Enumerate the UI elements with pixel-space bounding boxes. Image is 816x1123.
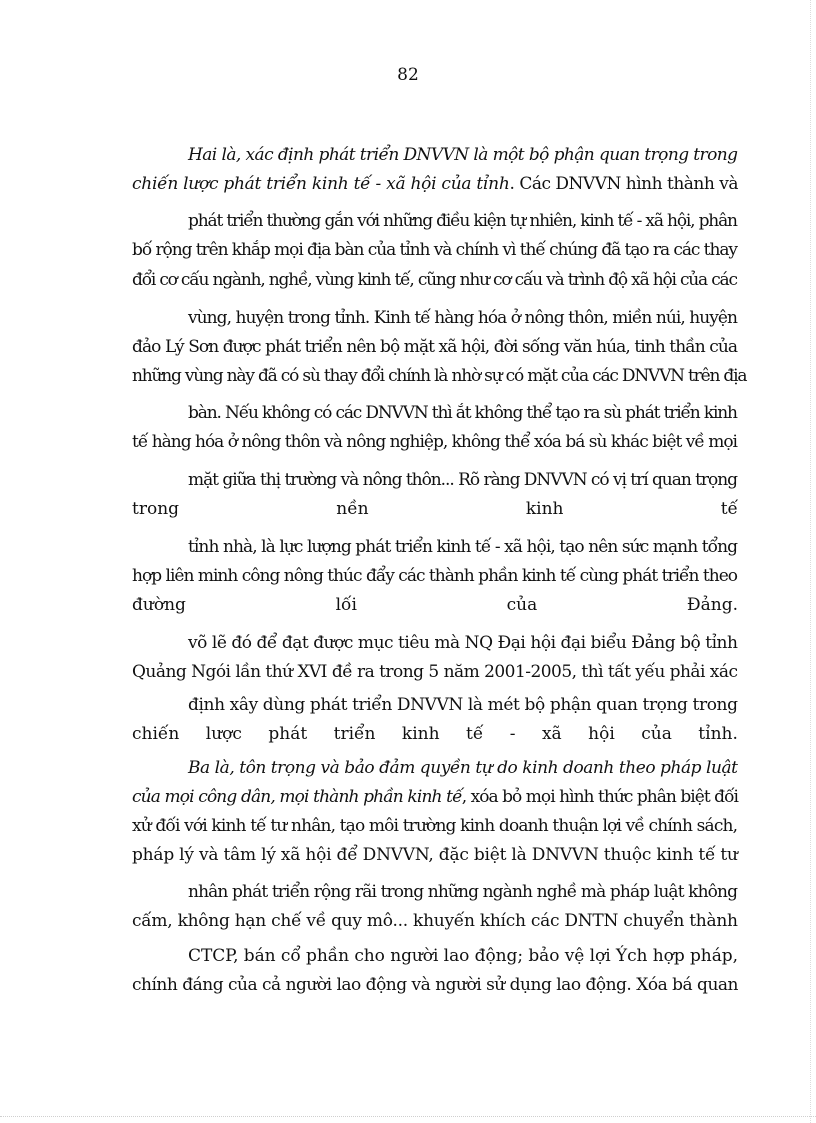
page-bottom-dotted-border (0, 1116, 816, 1118)
text-line (132, 364, 747, 388)
text-segment: xử đối với kinh tế tư nhân, tạo môi trường kinh doanh thuận lợi về chính sách, (132, 816, 738, 836)
word: nền (336, 499, 369, 519)
word: kinh (401, 724, 440, 744)
text-segment: định xây dùng phát triển DNVVN là mét bộ phận quan trọng trong (188, 695, 738, 715)
word: lược (205, 724, 242, 744)
text-segment: phát triển thường gắn với những điều kiện tự nhiên, kinh tế - xã hội, phân (188, 211, 737, 231)
word: của (506, 595, 538, 615)
text-line (188, 306, 738, 330)
text-segment: vùng, huyện trong tỉnh. Kinh tế hàng hóa ở nông thôn, miền núi, huyện (188, 308, 738, 328)
word: triển (333, 724, 376, 744)
page-right-dotted-border (810, 0, 812, 1123)
text-segment: cấm, không hạn chế về quy mô... khuyến khích các DNTN chuyển thành (132, 911, 738, 931)
word: phát (268, 724, 308, 744)
word: - (509, 724, 516, 744)
text-line (188, 401, 738, 425)
text-line (132, 430, 738, 454)
text-segment: những vùng này đã có sù thay đổi chính là nhờ sự có mặt của các DNVVN trên địa (132, 366, 747, 386)
text-segment: võ lẽ đó để đạt được mục tiêu mà NQ Đại hội đại biểu Đảng bộ tỉnh (188, 633, 738, 653)
text-segment: mặt giữa thị trường và nông thôn... Rõ ràng DNVVN có vị trí quan trọng (188, 470, 737, 490)
text-line (132, 785, 738, 809)
text-line (132, 497, 738, 521)
text-line (188, 535, 738, 559)
text-segment: đảo Lý Sơn được phát triển nên bộ mặt xã hội, đời sống văn húa, tinh thần của (132, 337, 738, 357)
text-line (188, 880, 738, 904)
text-segment: tỉnh nhà, là lực lượng phát triển kinh tế - xã hội, tạo nên sức mạnh tổng (188, 537, 738, 557)
text-line (132, 172, 738, 196)
word: đường (132, 595, 186, 615)
word: tế (720, 499, 738, 519)
word: tế (466, 724, 484, 744)
text-segment: Quảng Ngói lần thứ XVI đề ra trong 5 năm 2001-2005, thì tất yếu phải xác (132, 662, 738, 682)
word: xã (541, 724, 562, 744)
text-line (132, 335, 738, 359)
word: lối (335, 595, 357, 615)
text-segment: tế hàng hóa ở nông thôn và nông nghiệp, không thể xóa bá sù khác biệt về mọi (132, 432, 737, 452)
text-segment: đổi cơ cấu ngành, nghề, vùng kinh tế, cũng như cơ cấu và trình độ xã hội của các (132, 270, 737, 290)
text-segment: , xóa bỏ mọi hình thức phân biệt đối (461, 787, 738, 807)
word: Đảng. (686, 595, 738, 615)
text-segment: bàn. Nếu không có các DNVVN thì ắt không thể tạo ra sù phát triển kinh (188, 403, 737, 423)
italic-phrase: của mọi công dân, mọi thành phần kinh tế (132, 787, 462, 807)
text-segment: pháp lý và tâm lý xã hội để DNVVN, đặc biệt là DNVVN thuộc kinh tế tư (132, 845, 738, 865)
text-line (132, 660, 738, 684)
text-segment: chính đáng của cả người lao động và người sử dụng lao động. Xóa bá quan (132, 975, 738, 995)
text-line (188, 143, 738, 167)
word: kinh (525, 499, 564, 519)
text-segment: . Các DNVVN hình thành và (509, 174, 738, 194)
word: của (641, 724, 672, 744)
text-line (188, 631, 738, 655)
text-line (188, 693, 738, 717)
text-line (132, 973, 738, 997)
text-segment: bố rộng trên khắp mọi địa bàn của tỉnh và chính vì thế chúng đã tạo ra các thay (132, 240, 737, 260)
italic-phrase: chiến lược phát triển kinh tế - xã hội của tỉnh (132, 174, 510, 194)
text-line (132, 909, 738, 933)
text-line (132, 268, 738, 292)
text-line (132, 564, 738, 588)
text-line (132, 593, 738, 617)
page-number: 82 (397, 65, 419, 85)
italic-phrase: Ba là, tôn trọng và bảo đảm quyền tự do kinh doanh theo pháp luật (188, 758, 738, 778)
text-line (132, 843, 738, 867)
word: chiến (132, 724, 180, 744)
word: tỉnh. (698, 724, 738, 744)
text-line (132, 814, 738, 838)
text-line (188, 468, 738, 492)
word: trong (132, 499, 180, 519)
text-line (132, 238, 738, 262)
text-line (188, 944, 738, 968)
word: hội (588, 724, 615, 744)
italic-phrase: Hai là, xác định phát triển DNVVN là một bộ phận quan trọng trong (188, 145, 738, 165)
text-segment: hợp liên minh công nông thúc đẩy các thành phần kinh tế cùng phát triển theo (132, 566, 738, 586)
text-line (188, 209, 738, 233)
text-segment: nhân phát triển rộng rãi trong những ngành nghề mà pháp luật không (188, 882, 738, 902)
text-segment: CTCP, bán cổ phần cho người lao động; bảo vệ lợi Ých hợp pháp, (188, 946, 738, 966)
text-line (188, 756, 738, 780)
text-line (132, 722, 738, 746)
